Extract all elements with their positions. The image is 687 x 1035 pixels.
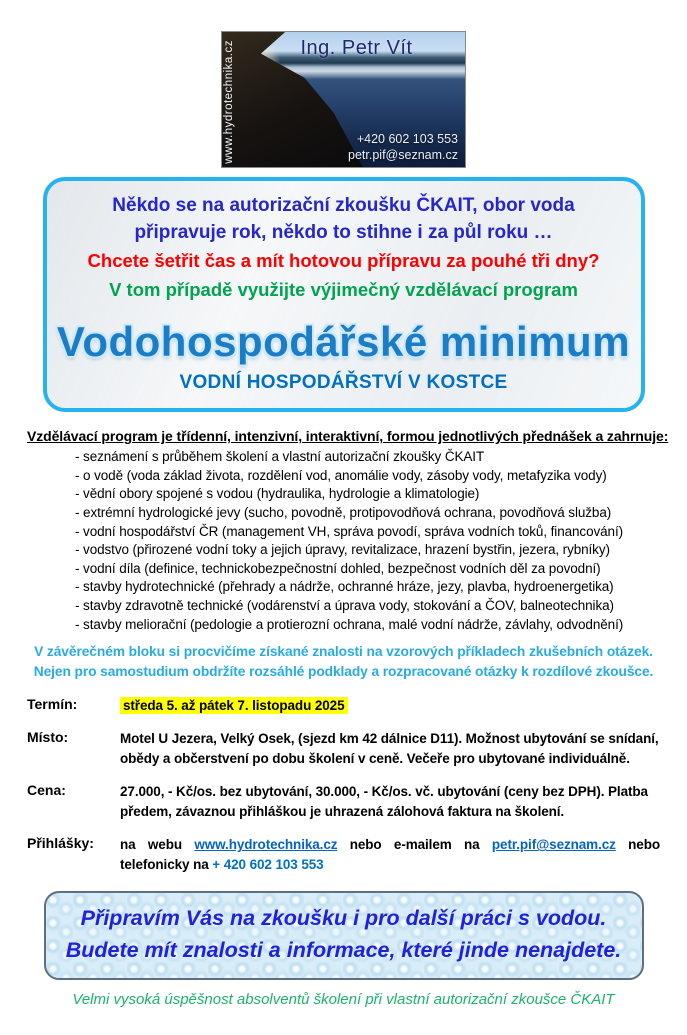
date-value bbox=[120, 696, 660, 716]
header-phone: +420 602 103 553 bbox=[356, 131, 458, 146]
date-label: Termín: bbox=[27, 696, 78, 713]
program-note-line-2: Nejen pro samostudium obdržíte rozsáhlé podklady a rozpracované otázky k rozdílové zkoušce. bbox=[33, 664, 654, 680]
course-title: Vodohospodářské minimum bbox=[56, 318, 631, 366]
registration-text-mid: nebo e-mailem na bbox=[349, 837, 480, 853]
price-label: Cena: bbox=[27, 782, 66, 799]
program-topic: - vodní hospodářství ČR (management VH, správa povodí, správa vodních toků, financování) bbox=[75, 523, 623, 539]
registration-phone: + 420 602 103 553 bbox=[212, 857, 324, 873]
header-photo-card bbox=[221, 31, 466, 168]
closing-line-2: Budete mít znalosti a informace, které jinde nenajdete. bbox=[65, 938, 622, 963]
registration-text-pre: na webu bbox=[120, 837, 182, 853]
header-contact-block bbox=[348, 131, 458, 164]
program-note-line-1: V závěrečném bloku si procvičíme získané znalosti na vzorových příkladech zkušebních otázek. bbox=[34, 644, 653, 660]
website-vertical-label: www.hydrotechnika.cz bbox=[223, 40, 235, 164]
registration-label: Přihlášky: bbox=[27, 835, 94, 852]
program-topic: - stavby zdravotně technické (vodárenství a úprava vody, stokování a ČOV, balneotechnika) bbox=[75, 598, 614, 614]
date-highlight: středa 5. až pátek 7. listopadu 2025 bbox=[120, 697, 348, 714]
closing-promo-box bbox=[44, 891, 644, 980]
email-link[interactable]: petr.pif@seznam.cz bbox=[491, 837, 616, 853]
website-link[interactable]: www.hydrotechnika.cz bbox=[194, 837, 338, 853]
main-content bbox=[0, 412, 687, 875]
price-value: 27.000, - Kč/os. bez ubytování, 30.000, - Kč/os. vč. ubytování (ceny bez DPH). Platba předem, závaznou přihláškou je uhrazená zálohová faktura na školení. bbox=[120, 784, 648, 820]
program-note bbox=[27, 642, 660, 682]
header-email: petr.pif@seznam.cz bbox=[348, 147, 458, 162]
program-topic-list bbox=[75, 448, 660, 634]
place-value: Motel U Jezera, Velký Osek, (sjezd km 42 dálnice D11). Možnost ubytování se snídaní, obědy a občerstvení po dobu školení v ceně. Večeře pro ubytované individuálně. bbox=[120, 731, 659, 767]
event-details bbox=[27, 696, 660, 875]
author-name: Ing. Petr Vít bbox=[300, 37, 413, 59]
intro-promo-box bbox=[43, 177, 645, 412]
intro-red-line: Chcete šetřit čas a mít hotovou přípravu za pouhé tři dny? bbox=[87, 249, 600, 271]
footer-success-note: Velmi vysoká úspěšnost absolventů školení při vlastní autorizační zkoušce ČKAIT bbox=[72, 990, 615, 1008]
program-topic: - vědní obory spojené s vodou (hydraulika, hydrologie a klimatologie) bbox=[75, 486, 480, 502]
registration-value bbox=[120, 835, 660, 875]
program-topic: - vodstvo (přirozené vodní toky a jejich úpravy, revitalizace, hrazení bystřin, jezera, rybníky) bbox=[75, 542, 610, 558]
closing-line-1: Připravím Vás na zkoušku i pro další práci s vodou. bbox=[80, 906, 607, 931]
registration-text-post: nebo telefonicky na bbox=[120, 837, 660, 873]
program-topic: - extrémní hydrologické jevy (sucho, povodně, protipovodňová ochrana, povodňová služba) bbox=[75, 505, 612, 521]
intro-blue-line-1: Někdo se na autorizační zkoušku ČKAIT, obor voda bbox=[112, 195, 575, 216]
place-label: Místo: bbox=[27, 729, 69, 746]
course-subtitle: VODNÍ HOSPODÁŘSTVÍ V KOSTCE bbox=[179, 372, 508, 394]
program-topic: - o vodě (voda základ života, rozdělení vod, anomálie vody, zásoby vody, metafyzika vody) bbox=[75, 467, 607, 483]
intro-green-line: V tom případě využijte výjimečný vzdělávací program bbox=[109, 278, 578, 300]
intro-blue-line-2: připravuje rok, někdo to stihne i za půl roku … bbox=[134, 221, 553, 243]
program-heading: Vzdělávací program je třídenní, intenzivní, interaktivní, formou jednotlivých přednášek a zahrnuje: bbox=[27, 428, 669, 445]
program-topic: - seznámení s průběhem školení a vlastní autorizační zkoušky ČKAIT bbox=[75, 449, 485, 465]
flyer-page bbox=[0, 31, 687, 1035]
program-topic: - stavby meliorační (pedologie a protierozní ochrana, malé vodní nádrže, závlahy, odvodnění) bbox=[75, 616, 624, 632]
program-topic: - stavby hydrotechnické (přehrady a nádrže, ochranné hráze, jezy, plavba, hydroenergetika) bbox=[75, 579, 614, 595]
program-topic: - vodní díla (definice, technickobezpečnostní dohled, bezpečnost vodních děl za povodní) bbox=[75, 560, 601, 576]
